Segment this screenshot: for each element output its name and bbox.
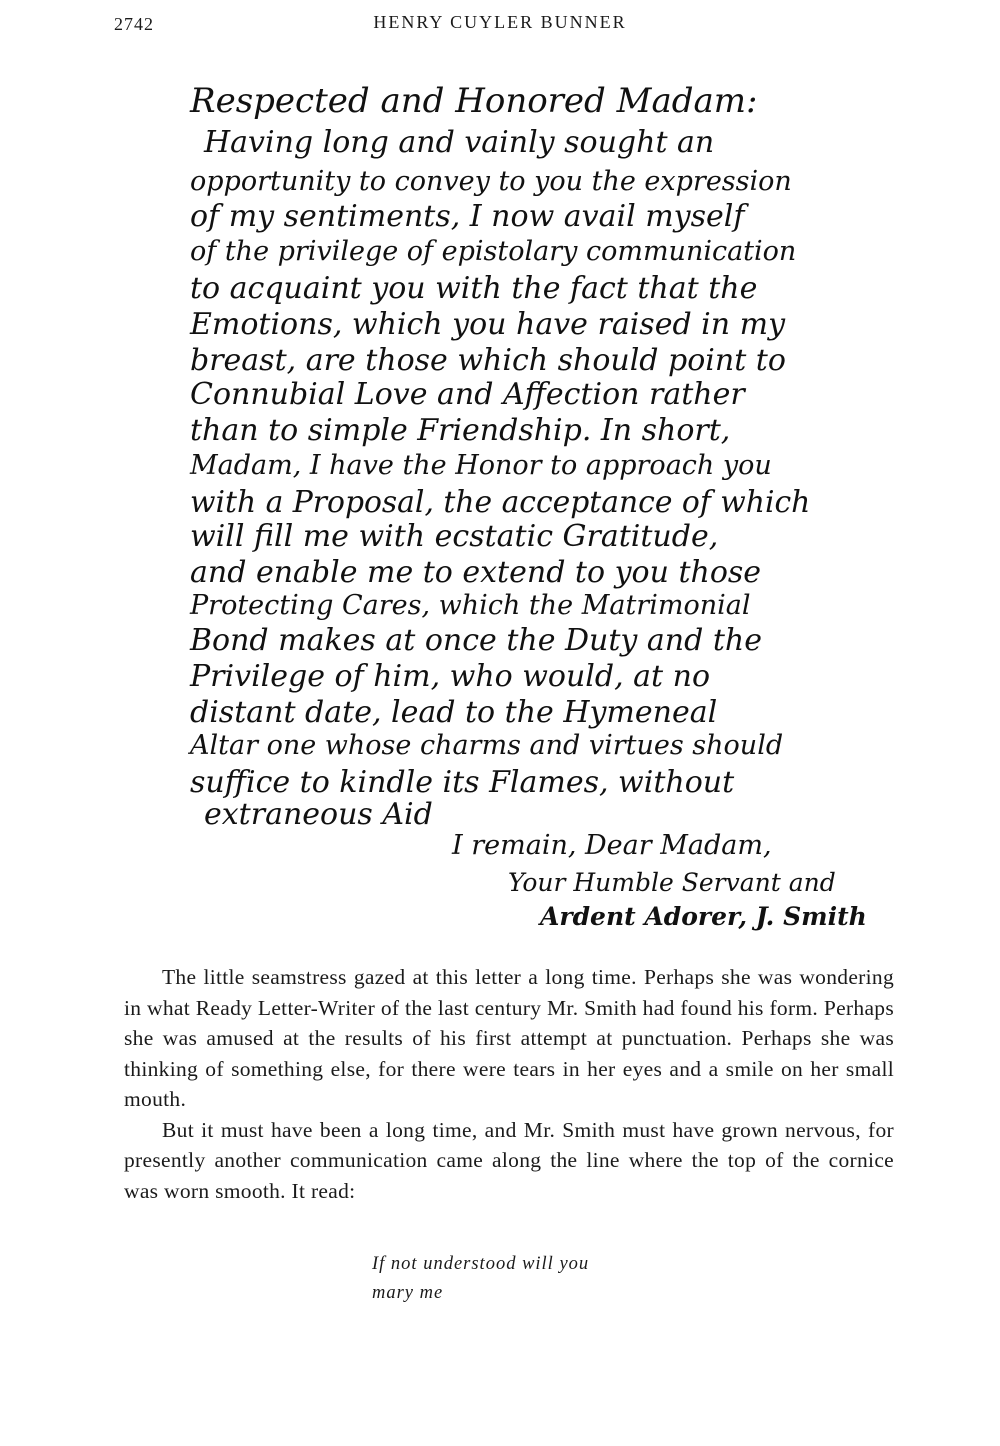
reply-note <box>372 1250 589 1308</box>
letter-line: suffice to kindle its Flames, without <box>190 765 735 800</box>
letter-line: with a Proposal, the acceptance of which <box>190 485 811 520</box>
letter-line: Bond makes at once the Duty and the <box>190 623 762 658</box>
letter-line: to acquaint you with the fact that the <box>190 271 758 306</box>
letter-line: distant date, lead to the Hymeneal <box>190 695 718 730</box>
running-head: HENRY CUYLER BUNNER <box>373 12 627 32</box>
letter-line: than to simple Friendship. In short, <box>190 413 731 448</box>
letter-line: opportunity to convey to you the expression <box>190 166 792 197</box>
letter-line: Connubial Love and Affection rather <box>190 377 745 412</box>
letter-closing: I remain, Dear Madam, <box>452 830 772 861</box>
paragraph: The little seamstress gazed at this letter a long time. Perhaps she was wondering in what Ready Letter-Writer of the last century Mr. Smith had found his form. Perhaps she was amused at the results of his first attempt at punctuation. Perhaps she was thinking of something else, for there were tears in her eyes and a smile on her small mouth. <box>124 965 894 1111</box>
letter-line: of my sentiments, I now avail myself <box>190 199 745 234</box>
letter-line: Madam, I have the Honor to approach you <box>190 450 772 481</box>
letter-line: Respected and Honored Madam: <box>190 81 758 121</box>
body-text <box>124 962 894 1206</box>
letter-line: extraneous Aid <box>204 797 433 832</box>
letter-line: breast, are those which should point to <box>190 343 786 378</box>
reply-line: If not understood will you <box>372 1254 590 1274</box>
letter-closing: Your Humble Servant and <box>508 868 836 897</box>
reply-line: mary me <box>372 1283 444 1303</box>
letter-line: Altar one whose charms and virtues should <box>190 730 784 761</box>
letter-line: of the privilege of epistolary communication <box>190 236 797 267</box>
letter-line: Protecting Cares, which the Matrimonial <box>190 590 751 621</box>
letter-line: Emotions, which you have raised in my <box>190 307 786 342</box>
letter-line: will fill me with ecstatic Gratitude, <box>190 519 719 554</box>
paragraph: But it must have been a long time, and Mr. Smith must have grown nervous, for presently another communication came along the line where the top of the cornice was worn smooth. It read: <box>124 1117 894 1203</box>
handwritten-letter <box>190 78 867 931</box>
letter-line: Having long and vainly sought an <box>204 125 715 160</box>
letter-line: Privilege of him, who would, at no <box>190 659 711 694</box>
letter-line: and enable me to extend to you those <box>190 555 762 590</box>
page-number: 2742 <box>114 14 154 34</box>
letter-signature: Ardent Adorer, J. Smith <box>540 902 867 931</box>
